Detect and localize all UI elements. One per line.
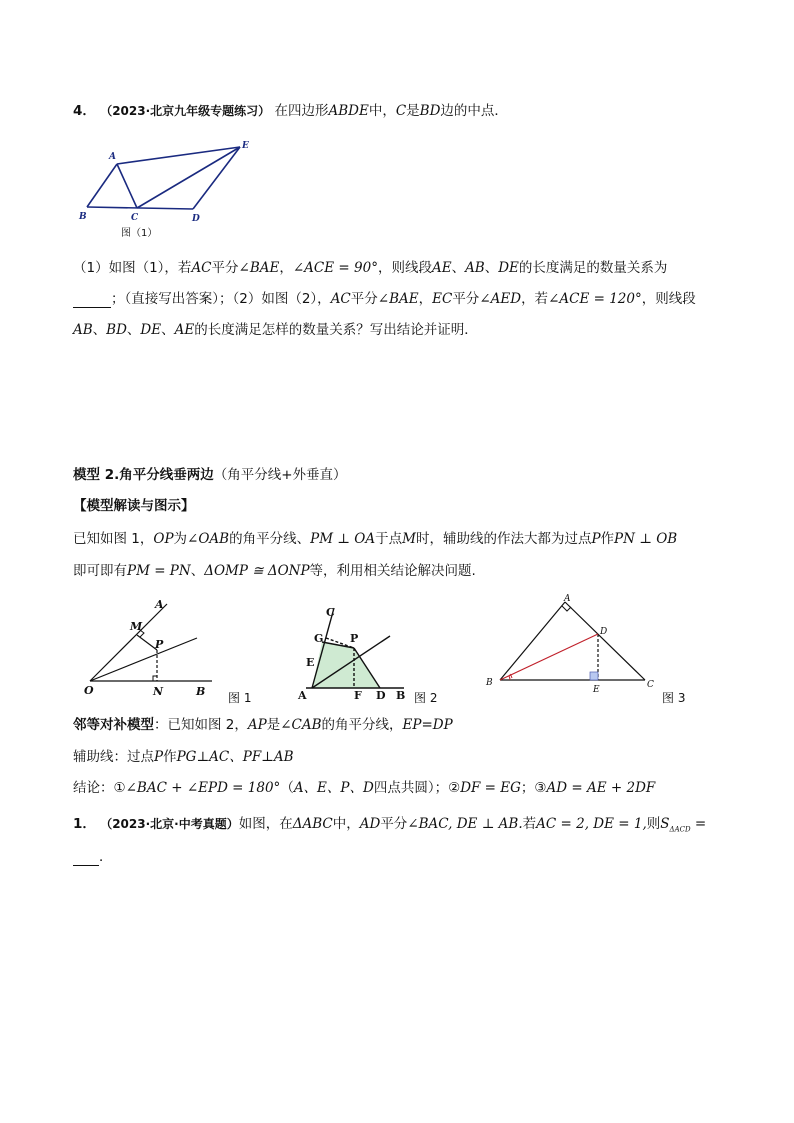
model-row-1 xyxy=(73,716,453,734)
fig-label-a: A xyxy=(109,152,116,162)
math: AC xyxy=(330,291,351,307)
math: ΔOMP ≅ ΔONP xyxy=(204,563,310,579)
text: 平分 xyxy=(452,291,480,307)
math: ∠ACE = 120° xyxy=(548,291,642,307)
bold-text: 邻等对补模型 xyxy=(73,717,154,733)
math: AD = AE + 2DF xyxy=(546,780,656,796)
text: ，若 xyxy=(521,291,549,307)
f2-label-c: C xyxy=(326,606,335,619)
text: 的长度满足怎样的数量关系？写出结论并证明． xyxy=(194,322,478,338)
text: 的长度满足的数量关系为 xyxy=(518,260,668,276)
f2-label-g: G xyxy=(314,632,324,645)
f1-label-m: M xyxy=(130,620,143,633)
text: ， xyxy=(418,291,433,307)
math: AD xyxy=(359,816,381,832)
text: 于点 xyxy=(375,531,403,547)
q4-figure xyxy=(75,135,275,245)
q4-line-2 xyxy=(73,290,696,308)
f3-label-d: D xyxy=(600,627,608,637)
q4-var: BD xyxy=(419,103,441,119)
f1-label-n: N xyxy=(153,685,164,698)
model-para-1 xyxy=(73,530,677,548)
math: ∠ACE = 90° xyxy=(292,260,378,276)
math: PN ⊥ OB xyxy=(614,531,678,547)
f3-caption: 图 3 xyxy=(662,691,686,705)
math: ΔABC xyxy=(292,816,333,832)
f2-label-e: E xyxy=(306,656,315,669)
answer-blank[interactable] xyxy=(73,851,99,866)
math: BD xyxy=(106,322,127,338)
model-figure-1 xyxy=(82,598,262,706)
math: ∠OAB xyxy=(187,531,230,547)
text: 若 xyxy=(522,816,537,832)
math: DF = EG xyxy=(460,780,521,796)
math: PM = PN xyxy=(127,563,191,579)
text: 等，利用相关结论解决问题. xyxy=(309,563,476,579)
model-title-note: （角平分线+外垂直） xyxy=(213,467,347,483)
text: ，则线段 xyxy=(377,260,432,276)
text: 时，辅助线的作法大都为过点 xyxy=(415,531,592,547)
math: AB xyxy=(73,322,93,338)
fig-label-e: E xyxy=(242,141,249,151)
text: 作 xyxy=(600,531,615,547)
math: ∠BAC, DE ⊥ AB. xyxy=(407,816,523,832)
text: 如图，在 xyxy=(238,816,293,832)
math: EC xyxy=(432,291,453,307)
f2-caption: 图 2 xyxy=(414,691,438,705)
text: 已知如图 1， xyxy=(73,531,154,547)
fig-label-d: D xyxy=(192,214,200,224)
text: 平分 xyxy=(380,816,408,832)
q1-heading xyxy=(73,815,706,839)
q4-var: ABDE xyxy=(328,103,369,119)
math: ∠BAE xyxy=(238,260,280,276)
math: A、E、P、D xyxy=(293,780,374,796)
text: ：已知如图 2， xyxy=(154,717,248,733)
q1-answer-line xyxy=(73,848,113,866)
math: PG⊥AC、PF⊥AB xyxy=(176,749,294,765)
f1-label-a: A xyxy=(155,598,164,611)
math: S xyxy=(660,816,670,832)
f1-label-p: P xyxy=(155,638,164,651)
math: P xyxy=(154,749,164,765)
model-figure-3 xyxy=(480,592,700,704)
text: 、 xyxy=(190,563,205,579)
text: ． xyxy=(99,849,113,865)
math: P xyxy=(591,531,601,547)
text: 的角平分线、 xyxy=(229,531,311,547)
text: （1）如图（1），若 xyxy=(73,260,192,276)
text: 平分 xyxy=(211,260,239,276)
f2-label-b: B xyxy=(396,689,406,702)
model-figure-2 xyxy=(292,598,452,706)
answer-blank[interactable] xyxy=(73,293,111,308)
model-row-2 xyxy=(73,748,294,766)
f3-label-e: E xyxy=(593,685,600,695)
math: EP=DP xyxy=(402,717,453,733)
text: （ xyxy=(280,780,294,796)
text: 结论：① xyxy=(73,780,126,796)
text: 、 xyxy=(484,260,499,276)
model-title-bold: 模型 2.角平分线垂两边 xyxy=(73,467,214,483)
math: AP xyxy=(247,717,267,733)
text: 即可即有 xyxy=(73,563,127,579)
math: PM ⊥ OA xyxy=(310,531,376,547)
text: 、 xyxy=(451,260,466,276)
text: ，则线段 xyxy=(641,291,696,307)
text: ；（直接写出答案）；（2）如图（2）， xyxy=(111,291,331,307)
text: 、 xyxy=(161,322,175,338)
text: 则 xyxy=(646,816,661,832)
text: ， xyxy=(279,260,293,276)
f3-label-a: A xyxy=(564,594,571,604)
text: 、 xyxy=(126,322,141,338)
text: 平分 xyxy=(350,291,378,307)
f1-caption: 图 1 xyxy=(228,691,252,705)
math: = xyxy=(690,816,707,832)
f2-label-d: D xyxy=(376,689,386,702)
q4-heading xyxy=(73,102,508,120)
q4-text: 是 xyxy=(406,103,420,119)
f3-label-b: B xyxy=(486,678,493,688)
math: AB xyxy=(465,260,485,276)
math: ∠CAB xyxy=(280,717,322,733)
math: ∠AED xyxy=(479,291,522,307)
f2-label-f: F xyxy=(354,689,362,702)
f2-label-p: P xyxy=(350,632,359,645)
text: 四点共圆）；② xyxy=(373,780,461,796)
fig-label-c: C xyxy=(131,213,139,223)
math: DE xyxy=(140,322,162,338)
math: ∠BAE xyxy=(377,291,419,307)
math: AE xyxy=(431,260,452,276)
model-para-2 xyxy=(73,562,476,580)
f1-label-b: B xyxy=(196,685,206,698)
text: 是 xyxy=(266,717,281,733)
math: AE xyxy=(174,322,195,338)
text: 的角平分线， xyxy=(321,717,403,733)
model-row-3 xyxy=(73,779,655,797)
q1-source: （2023·北京·中考真题） xyxy=(100,817,239,831)
q4-text: 在四边形 xyxy=(274,103,329,119)
q1-number: 1． xyxy=(73,816,96,832)
text: 作 xyxy=(163,749,177,765)
math: OP xyxy=(153,531,174,547)
text: 为 xyxy=(173,531,188,547)
math: ∠BAC + ∠EPD = 180° xyxy=(125,780,281,796)
text: ；③ xyxy=(520,780,547,796)
q4-number: 4． xyxy=(73,103,96,119)
f1-label-o: O xyxy=(84,684,94,697)
q4-source: （2023·北京九年级专题练习） xyxy=(100,104,271,118)
math-subscript: ΔACD xyxy=(669,825,691,834)
math: AC xyxy=(191,260,212,276)
text: 、 xyxy=(92,322,107,338)
q4-text: 中， xyxy=(368,103,396,119)
text: 中， xyxy=(332,816,360,832)
f3-label-c: C xyxy=(647,680,654,690)
q4-line-3 xyxy=(73,321,478,339)
q4-var: C xyxy=(395,103,407,119)
math: M xyxy=(402,531,416,547)
model-title xyxy=(73,466,347,484)
fig-caption: 图（1） xyxy=(121,228,158,239)
q4-text: 边的中点． xyxy=(440,103,508,119)
q4-line-1 xyxy=(73,259,667,277)
fig-label-b: B xyxy=(79,212,87,222)
math: DE xyxy=(498,260,519,276)
math: AC = 2, DE = 1, xyxy=(536,816,647,832)
text: 辅助线：过点 xyxy=(73,749,154,765)
section-heading: 【模型解读与图示】 xyxy=(73,498,195,514)
f2-label-a: A xyxy=(298,689,307,702)
